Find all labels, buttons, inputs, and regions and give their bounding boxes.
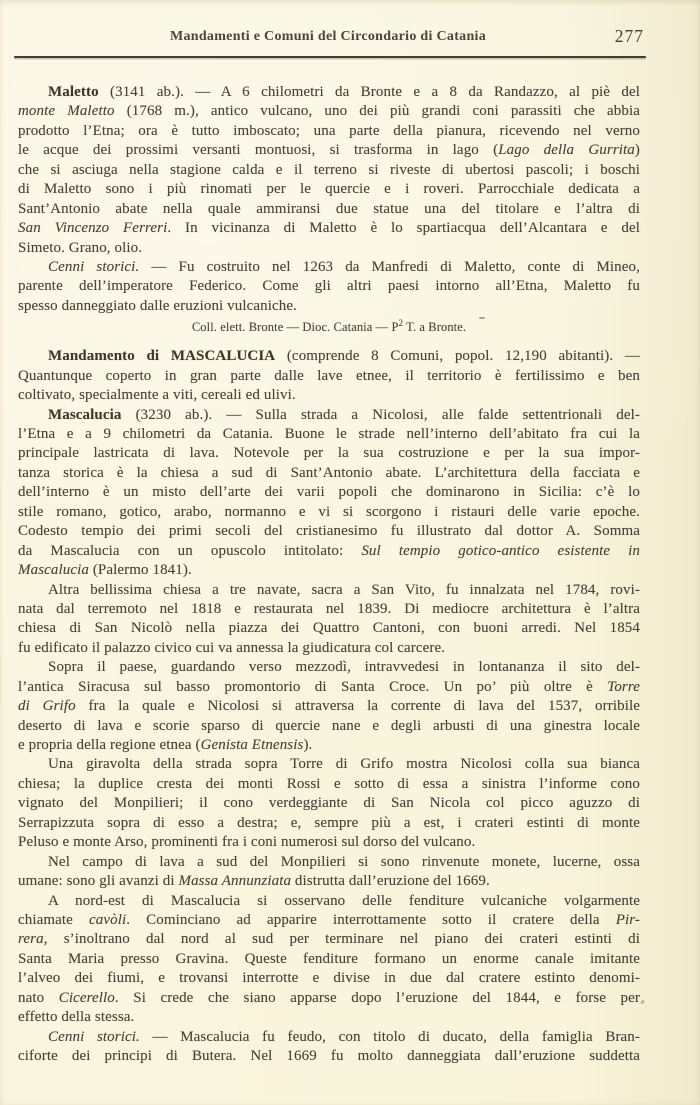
text-line: Cenni storici. — Fu costruito nel 1263 da Manfredi di Maletto, conte di Mineo, [48, 258, 640, 275]
text-line: Simeto. Grano, olio. [18, 239, 143, 256]
text-line: umane: sono gli avanzi di Massa Annunziata distrutta dall’eruzione del 1669. [18, 873, 490, 890]
text-line: ciforte dei principi di Butera. Nel 1669 fu molto danneggiata dall’eruzione suddetta [18, 1048, 640, 1064]
bold-text: Mascalucia [48, 406, 122, 423]
mascalucia-description [18, 406, 640, 581]
italic-text: monte Maletto [18, 103, 115, 120]
text-line: Sant’Antonio abate nella quale ammiransi due statue una del titolare e l’altra di [18, 200, 640, 217]
running-title: Mandamenti e Comuni del Circondario di Catania [169, 29, 487, 44]
text-line: A nord-est di Mascalucia si osservano delle fenditure vulcaniche volgarmente [48, 892, 640, 909]
text-line: Una giravolta della strada sopra Torre di Grifo mostra Nicolosi colla sua bianca [48, 756, 640, 773]
text-line: di Grifo fra la quale e Nicolosi si attraversa la corrente di lava del 1537, orribile [18, 698, 640, 715]
text-line: spesso danneggiato dalle eruzioni vulcaniche. [18, 297, 297, 314]
italic-text: Lago della Gurrita [498, 142, 635, 159]
text-line: nato Cicerello. Si crede che siano apparse dopo l’eruzione del 1844, e forse per [18, 989, 641, 1006]
text-line: chiesa; la duplice cresta dei monti Rossi e sotto di essa a sinistra l’informe cono [18, 775, 640, 792]
text-line: l’Etna e a 9 chilometri da Catania. Buone le strade nell’interno dell’abitato fra cui la [18, 426, 640, 442]
text-line: principale lastricata di lava. Notevole per la sua costruzione e per la sua impor- [18, 445, 640, 462]
italic-text: Cicerello [58, 989, 115, 1006]
text-line: Sopra il paese, guardando verso mezzodì, intravvedesi in lontananza il sito del- [48, 659, 640, 676]
italic-text: Cenni storici. [48, 258, 140, 275]
page-header [18, 26, 644, 49]
mascalucia-panorama-sud [18, 658, 640, 755]
text-line: parente dell’imperatore Federico. Come gli altri paesi intorno all’Etna, Maletto fu [18, 278, 640, 295]
text-line: vignato del Monpilieri; il cono verdeggiante di San Nicola col picco aguzzo di [18, 795, 640, 812]
text-line: Quantunque coperto in gran parte dalle lave etnee, il territorio è fertilissimo e ben [18, 367, 640, 384]
text-line: chiesa di San Nicolò nella piazza dei Quattro Cantoni, con buoni arredi. Nel 1854 [18, 620, 640, 637]
text-line: da Mascalucia con un opuscolo intitolato: Sul tempio gotico-antico esistente in [18, 542, 640, 559]
text-line: Peluso e monte Arso, prominenti fra i coni numerosi sul dorso del vulcano. [18, 834, 476, 851]
mascalucia-chiese [18, 581, 640, 659]
text-line: Mandamento di MASCALUCIA (comprende 8 Comuni, popol. 12,190 abitanti). — [48, 348, 640, 365]
text-line: deserto di lava e scorie sparso di quercie nane e degli arbusti di una ginestra locale [18, 717, 640, 734]
text-line: Serrapizzuta sopra di esso a destra; e, sempre più a est, i crateri estinti di monte [18, 814, 640, 831]
mascalucia-fenditure [18, 892, 640, 1028]
text-line: Mascalucia (3230 ab.). — Sulla strada a Nicolosi, alle falde settentrionali del- [48, 406, 640, 423]
text-line: chiamate cavòli. Cominciano ad apparire interrottamente sotto il cratere della Pir- [18, 911, 640, 928]
italic-text: Cenni storici. [48, 1028, 140, 1045]
text-line: e propria della regione etnea (Genista Etnensis). [18, 737, 313, 753]
italic-text: Sul tempio gotico-antico esistente in [361, 542, 640, 559]
mandamento-mascalucia [18, 347, 640, 405]
text-line: Maletto (3141 ab.). — A 6 chilometri da Bronte e a 8 da Randazzo, al piè del [48, 84, 640, 100]
italic-text: Genista Etnensis [200, 737, 304, 753]
italic-text: Massa Annunziata [178, 873, 292, 890]
text-line: Altra bellissima chiesa a tre navate, sacra a San Vito, fu innalzata nel 1784, rovi- [48, 581, 640, 598]
text-line: Nel campo di lava a sud del Monpilieri si sono rinvenute monete, lucerne, ossa [48, 853, 640, 870]
text-line: di Maletto sono i più rinomati per le quercie e i roveri. Parrocchiale dedicata a [18, 181, 640, 198]
page-number: 277 [614, 26, 644, 46]
text-line: Codesto tempio dei primi secoli del cristianesimo fu illustrato dal dottor A. Somma [18, 523, 640, 540]
superscript-text: 2 [398, 318, 404, 329]
text-line: le acque dei prossimi versanti montuosi, si trasforma in lago (Lago della Gurrita) [18, 142, 641, 159]
italic-text: Pir- [615, 911, 640, 928]
italic-text: rera [18, 931, 44, 948]
italic-text: Torre [607, 678, 640, 695]
text-line: prodotto l’Etna; ora è tutto imboscato; una parte della pianura, ricevendo nel verno [18, 122, 640, 139]
text-line: rera, s’inoltrano dal nord al sud per terminare nel piano dei crateri estinti di [18, 931, 640, 948]
text-line: l’alveo dei fiumi, e trovansi interrotte e divise in due dal cratere estinto denomi- [18, 970, 640, 987]
text-line: coltivato, specialmente a viti, cereali ed ulivi. [18, 387, 296, 404]
page-body [18, 83, 640, 1066]
header-rule [14, 56, 646, 58]
text-line: che si asciuga nella stagione calda e il terreno si riveste di ubertosi pascoli; i boschi [18, 161, 640, 178]
mascalucia-giravolta [18, 755, 640, 852]
scan-speck [640, 1000, 645, 1005]
text-line: stile romano, gotico, arabo, normanno e vi si scorgono i ristauri delle varie epoche. [18, 503, 640, 520]
mascalucia-campo-di-lava [18, 853, 640, 892]
text-line: nata dal terremoto nel 1818 e restaurata nel 1839. Di mediocre architettura è l’altra [18, 600, 640, 617]
text-line: monte Maletto (1768 m.), antico vulcano, uno dei più grandi coni parassiti che abbia [18, 103, 640, 120]
italic-text: di Grifo [18, 698, 76, 715]
text-line: Santa Maria presso Gravina. Queste fenditure formano un enorme canale imitante [18, 950, 640, 967]
text-line: dell’interno è un misto dell’arte dei varii popoli che dominarono in Sicilia: c’è lo [18, 484, 640, 501]
text-line: effetto della stessa. [18, 1009, 135, 1026]
text-line: Mascalucia (Palermo 1841). [18, 562, 192, 579]
mascalucia-cenni-storici [18, 1028, 640, 1067]
text-line: Cenni storici. — Mascalucia fu feudo, con titolo di ducato, della famiglia Bran- [48, 1028, 640, 1045]
text-line: tanza storica è la chiesa a sud di Sant’Antonio abate. L’architettura della facciata e [18, 464, 640, 481]
text-line: l’antica Siracusa sul basso promontorio di Santa Croce. Un po’ più oltre è Torre [18, 678, 640, 695]
scan-speck [479, 317, 485, 319]
maletto-description [18, 83, 640, 258]
bold-text: Maletto [48, 84, 99, 100]
maletto-coll-note: Coll. elett. Bronte — Dioc. Catania — $P^2$ T. a Bronte. [191, 318, 467, 335]
maletto-cenni-storici [18, 258, 640, 316]
text-line: fu edificato il palazzo civico cui va annessa la giudicatura col carcere. [18, 639, 446, 656]
italic-text: San Vincenzo Ferreri [18, 220, 168, 237]
italic-text: cavòli [89, 911, 127, 928]
bold-text: Mandamento di MASCALUCIA [48, 348, 276, 365]
italic-text: Mascalucia [18, 562, 89, 579]
text-line: San Vincenzo Ferreri. In vicinanza di Maletto è lo spartiacqua dell’Alcantara e del [18, 220, 640, 237]
